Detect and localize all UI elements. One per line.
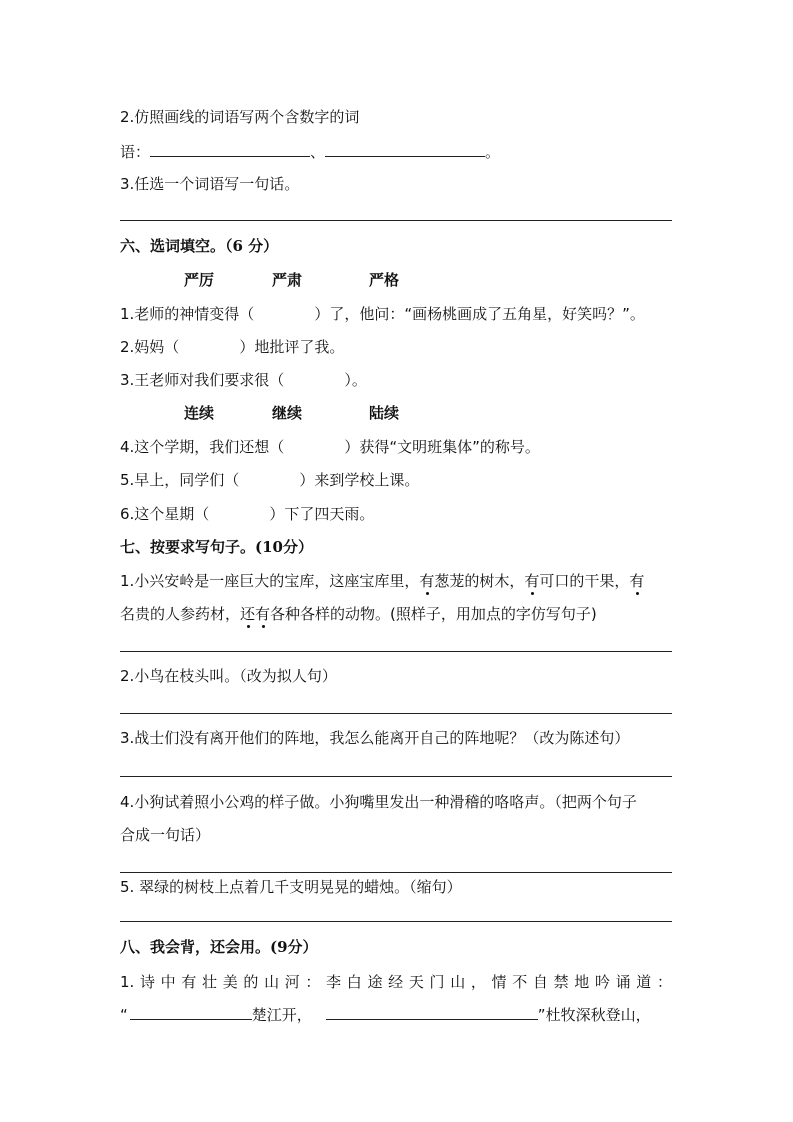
q6-item-5 <box>120 470 419 490</box>
poem-blank-1[interactable] <box>130 1005 252 1020</box>
q6-item-6 <box>120 504 374 524</box>
q7-3-text: 3.战士们没有离开他们的阵地，我怎么能离开自己的阵地呢？（改为陈述句） <box>120 729 630 747</box>
q7-1-text-b: 葱茏的树木， <box>434 572 525 590</box>
section-8-heading: 八、我会背，还会用。(9分） <box>120 938 318 956</box>
q7-4-line-1: 4.小狗试着照小公鸡的样子做。小狗嘴里发出一种滑稽的咯咯声。（把两个句子 <box>120 793 637 811</box>
q7-1-text-d: 名贵的人参药材， <box>120 605 241 623</box>
q6-6-pre: 6.这个星期（ <box>120 505 210 523</box>
section-7-heading: 七、按要求写句子。(10分） <box>120 538 313 556</box>
q6-3-pre: 3.王老师对我们要求很（ <box>120 371 285 389</box>
q6-4-post: ）获得“文明班集体”的称号。 <box>344 438 540 456</box>
open-quote: “ <box>120 1006 128 1024</box>
answer-line-q7-3[interactable] <box>120 776 672 777</box>
q6-6-post: ）下了四天雨。 <box>269 505 375 523</box>
q6-4-pre: 4.这个学期，我们还想（ <box>120 438 285 456</box>
q7-1-line-1 <box>120 571 644 591</box>
answer-line-q7-1[interactable] <box>120 651 672 652</box>
q6-5-pre: 5.早上，同学们（ <box>120 471 240 489</box>
q7-1-text-a: 1.小兴安岭是一座巨大的宝库，这座宝库里， <box>120 572 420 590</box>
q5-2-continuation: 语： <box>120 143 151 161</box>
q6-item-1 <box>120 304 645 324</box>
separator: 、 <box>310 143 326 161</box>
word-bank-a-3: 严格 <box>369 271 400 289</box>
q5-3-text: 3.任选一个词语写一句话。 <box>120 175 300 193</box>
section-6-heading: 六、选词填空。（6 分） <box>120 237 279 255</box>
q6-item-3 <box>120 370 367 390</box>
answer-line-q7-5[interactable] <box>120 921 672 922</box>
q7-1-text-c: 可口的干果， <box>539 572 630 590</box>
q6-5-post: ）来到学校上课。 <box>299 471 420 489</box>
dotted-char: 有 <box>255 605 271 623</box>
answer-blank-1[interactable] <box>150 142 310 157</box>
answer-line-q7-2[interactable] <box>120 713 672 714</box>
q6-item-2 <box>120 337 344 357</box>
answer-blank-2[interactable] <box>325 142 485 157</box>
word-bank-b-2: 继续 <box>272 404 303 422</box>
word-bank-b-3: 陆续 <box>369 404 400 422</box>
q6-2-post: ）地批评了我。 <box>239 338 345 356</box>
dotted-char: 还 <box>240 605 256 623</box>
word-bank-b-1: 连续 <box>184 404 215 422</box>
dotted-char: 有 <box>524 572 540 590</box>
q6-3-post: ）。 <box>344 371 367 389</box>
q8-1-mid-text: 楚江开， <box>251 1006 312 1024</box>
answer-line-q5-3[interactable] <box>120 220 672 221</box>
q6-1-pre: 1.老师的神情变得（ <box>120 305 255 323</box>
q5-2-answer-line <box>120 142 500 162</box>
q7-1-line-2 <box>120 604 597 624</box>
q7-5-text: 5. 翠绿的树枝上点着几千支明晃晃的蜡烛。（缩句） <box>120 878 462 896</box>
q6-item-4 <box>120 437 540 457</box>
period: 。 <box>485 143 501 161</box>
close-quote-text: ”杜牧深秋登山， <box>537 1006 651 1024</box>
answer-line-q7-4[interactable] <box>120 872 672 873</box>
q6-2-pre: 2.妈妈（ <box>120 338 180 356</box>
poem-blank-2[interactable] <box>326 1005 538 1020</box>
q5-2-text: 2.仿照画线的词语写两个含数字的词 <box>120 108 360 126</box>
q7-4-line-2: 合成一句话） <box>120 826 211 844</box>
q7-1-text-e: 各种各样的动物。(照样子，用加点的字仿写句子) <box>270 605 597 623</box>
q6-1-post: ）了，他问：“画杨桃画成了五角星，好笑吗？”。 <box>314 305 645 323</box>
q8-1-line-2 <box>120 1005 651 1025</box>
word-bank-a-1: 严厉 <box>184 271 215 289</box>
dotted-char: 有 <box>419 572 435 590</box>
dotted-char: 有 <box>629 572 645 590</box>
q7-2-text: 2.小鸟在枝头叫。（改为拟人句） <box>120 667 337 685</box>
q8-1-line-1: 1.诗中有壮美的山河：李白途经天门山，情不自禁地吟诵道： <box>120 973 672 991</box>
word-bank-a-2: 严肃 <box>272 271 303 289</box>
